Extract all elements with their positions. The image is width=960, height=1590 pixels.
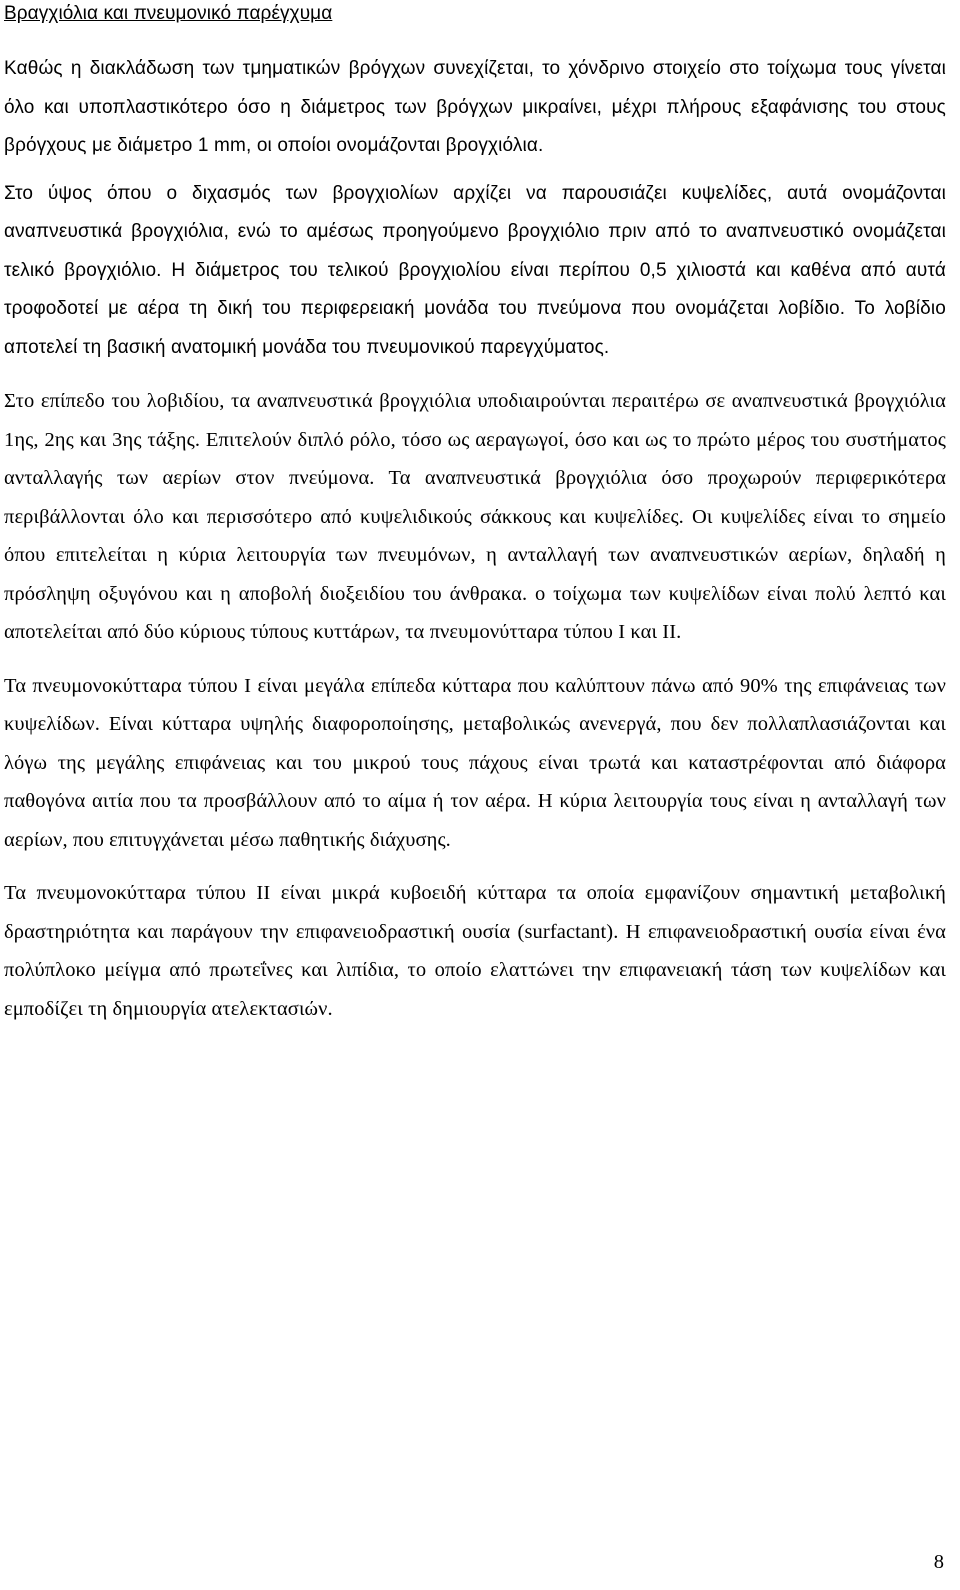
paragraph-respiratory-bronchioles: Στο ύψος όπου ο διχασμός των βρογχιολίων αρχίζει να παρουσιάζει κυψελίδες, αυτά ονομάζονται αναπνευστικά βρογχιόλια, ενώ το αμέσως προηγούμενο βρογχιόλιο πριν από το αναπνευστικό ονομάζεται τελικό βρογχιόλιο. Η διάμετρος του τελικού βρογχιολίου είναι περίπου 0,5 χιλιοστά και καθένα από αυτά τροφοδοτεί με αέρα τη δική του περιφερειακή μονάδα του πνεύμονα που ονομάζεται λοβίδιο. Το λοβίδιο αποτελεί τη βασική ανατομική μονάδα του πνευμονικού παρεγχύματος. xyxy=(4,182,946,358)
page-number: 8 xyxy=(933,1551,944,1573)
paragraph-type-1-pneumocytes: Τα πνευμονοκύτταρα τύπου Ι είναι μεγάλα επίπεδα κύτταρα που καλύπτουν πάνω από 90% της επιφάνειας των κυψελίδων. Είναι κύτταρα υψηλής διαφοροποίησης, μεταβολικώς ανενεργά, που δεν πολλαπλασιάζονται και λόγω της μεγάλης επιφάνειας και του μικρού τους πάχους είναι τρωτά και καταστρέφονται από διάφορα παθογόνα αιτία που τα προσβάλλουν από το αίμα ή τον αέρα. Η κύρια λειτουργία τους είναι η ανταλλαγή των αερίων, που επιτυγχάνεται μέσω παθητικής διάχυσης. xyxy=(4,674,946,851)
paragraph-bronchioles-intro: Καθώς η διακλάδωση των τμηματικών βρόγχων συνεχίζεται, το χόνδρινο στοιχείο στο τοίχωμα τους γίνεται όλο και υποπλαστικότερο όσο η διάμετρος των βρόγχων μικραίνει, μέχρι πλήρους εξαφάνισης του στους βρόγχους με διάμετρο 1 mm, οι οποίοι ονομάζονται βρογχιόλια. xyxy=(4,58,946,156)
document-page xyxy=(4,0,946,1028)
paragraph-type-2-pneumocytes: Τα πνευμονοκύτταρα τύπου ΙΙ είναι μικρά κυβοειδή κύτταρα τα οποία εμφανίζουν σημαντική μεταβολική δραστηριότητα και παράγουν την επιφανειοδραστική ουσία (surfactant). Η επιφανειοδραστική ουσία είναι ένα πολύπλοκο μείγμα από πρωτεΐνες και λιπίδια, το οποίο ελαττώνει την επιφανειακή τάση των κυψελίδων και εμποδίζει τη δημιουργία ατελεκτασιών. xyxy=(4,882,946,1020)
paragraph-lobule-level: Στο επίπεδο του λοβιδίου, τα αναπνευστικά βρογχιόλια υποδιαιρούνται περαιτέρω σε αναπνευστικά βρογχιόλια 1ης, 2ης και 3ης τάξης. Επιτελούν διπλό ρόλο, τόσο ως αεραγωγοί, όσο και ως το πρώτο μέρος του συστήματος ανταλλαγής των αερίων στον πνεύμονα. Τα αναπνευστικά βρογχιόλια όσο προχωρούν περιφερικότερα περιβάλλονται όλο και περισσότερο από κυψελιδικούς σάκκους και κυψελίδες. Οι κυψελίδες είναι το σημείο όπου επιτελείται η κύρια λειτουργία των πνευμόνων, η ανταλλαγή των αναπνευστικών αερίων, δηλαδή η πρόσληψη οξυγόνου και η αποβολή διοξειδίου του άνθρακα. ο τοίχωμα των κυψελίδων είναι πολύ λεπτό και αποτελείται από δύο κύριους τύπους κυττάρων, τα πνευμονύτταρα τύπου Ι και ΙΙ. xyxy=(4,390,946,643)
section-heading: Βραγχιόλια και πνευμονικό παρέγχυμα xyxy=(4,3,333,24)
